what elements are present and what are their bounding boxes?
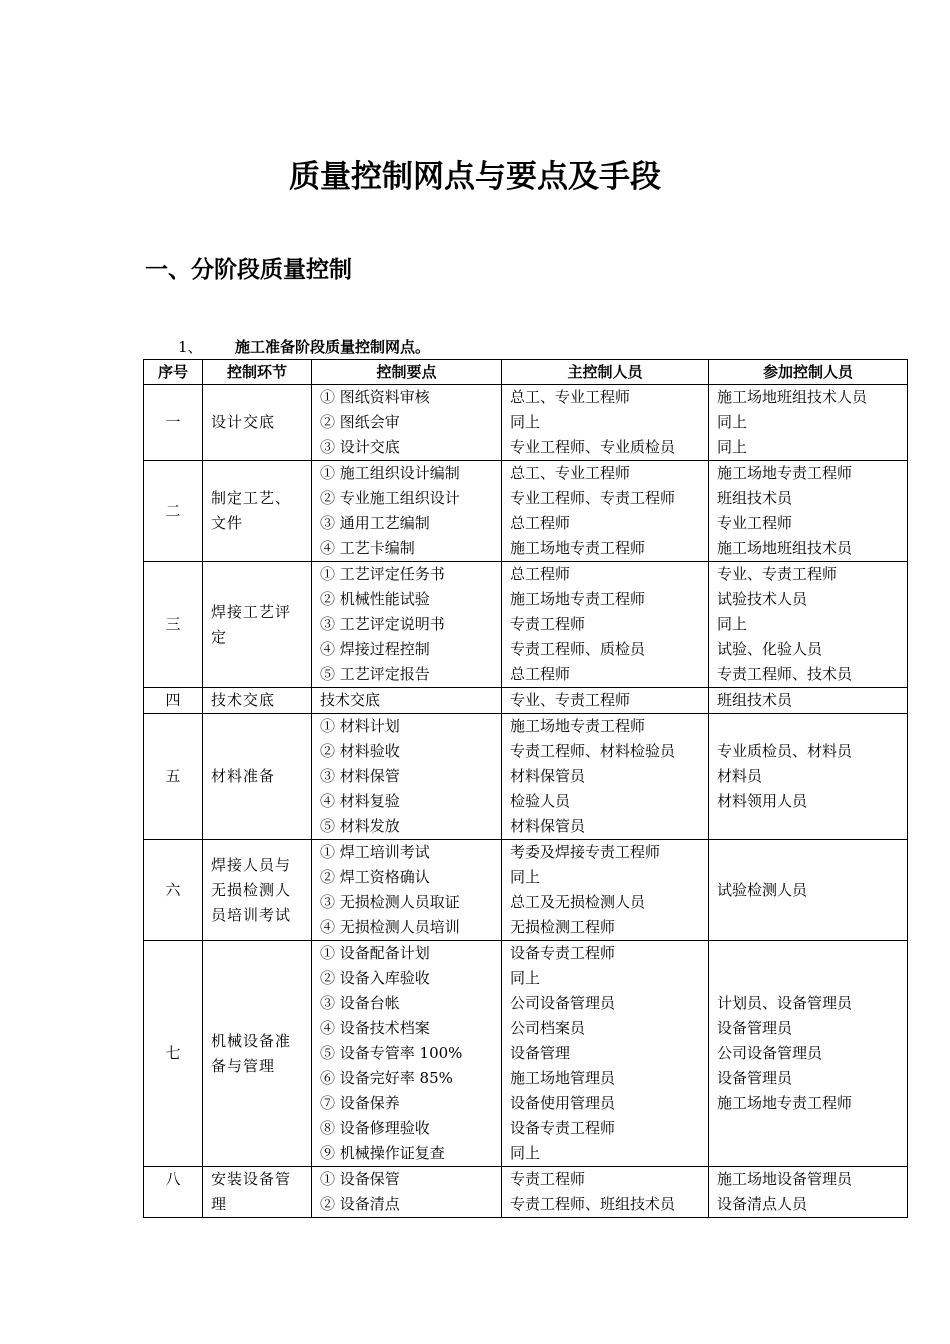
header-link: 控制环节 — [203, 360, 312, 385]
table-row — [144, 1167, 908, 1218]
table-row — [144, 941, 908, 1167]
participant-line: 试验、化验人员 — [717, 640, 823, 658]
participant-line: 施工场地设备管理员 — [717, 1170, 853, 1188]
participant-line: 专业质检员、材料员 — [717, 742, 853, 760]
row-seq: 二 — [144, 461, 203, 562]
row-seq: 七 — [144, 941, 203, 1167]
main-controller-line: 检验人员 — [510, 792, 571, 810]
main-controller-line: 专业工程师、专业质检员 — [510, 438, 676, 456]
main-controller-line: 总工、专业工程师 — [510, 388, 631, 406]
participant-line: 班组技术员 — [717, 691, 793, 709]
participant-line: 同上 — [717, 615, 748, 633]
header-points: 控制要点 — [312, 360, 502, 385]
row-control-link: 设计交底 — [203, 385, 312, 461]
participant-line: 专业、专责工程师 — [717, 565, 838, 583]
participant-line: 同上 — [717, 438, 748, 456]
row-control-points — [312, 461, 502, 562]
row-seq: 五 — [144, 714, 203, 840]
row-control-link: 技术交底 — [203, 688, 312, 714]
main-controller-line: 总工程师 — [510, 665, 571, 683]
row-seq: 三 — [144, 562, 203, 688]
control-point-line: ① 工艺评定任务书 — [320, 565, 445, 583]
subheading-text: 施工准备阶段质量控制网点。 — [235, 338, 431, 356]
header-main-controller: 主控制人员 — [502, 360, 709, 385]
row-seq: 一 — [144, 385, 203, 461]
control-point-line: ⑤ 材料发放 — [320, 817, 400, 835]
table-row — [144, 461, 908, 562]
main-controller-line: 材料保管员 — [510, 767, 586, 785]
control-point-line: ② 设备入库验收 — [320, 969, 430, 987]
main-controller-line: 材料保管员 — [510, 817, 586, 835]
subheading-number: 1、 — [178, 338, 203, 356]
row-control-link: 焊接工艺评定 — [203, 562, 312, 688]
control-point-line: ⑨ 机械操作证复查 — [320, 1144, 445, 1162]
row-control-points — [312, 562, 502, 688]
control-point-line: ② 设备清点 — [320, 1195, 400, 1213]
row-participants — [709, 562, 908, 688]
table-row — [144, 840, 908, 941]
row-participants — [709, 714, 908, 840]
control-point-line: ⑥ 设备完好率 85% — [320, 1069, 453, 1087]
row-main-controllers — [502, 714, 709, 840]
table-row — [144, 688, 908, 714]
control-point-line: ③ 无损检测人员取证 — [320, 893, 460, 911]
main-controller-line: 设备专责工程师 — [510, 944, 616, 962]
row-control-link: 材料准备 — [203, 714, 312, 840]
main-controller-line: 公司档案员 — [510, 1019, 586, 1037]
row-control-points — [312, 385, 502, 461]
main-controller-line: 总工程师 — [510, 565, 571, 583]
participant-line: 专责工程师、技术员 — [717, 665, 853, 683]
row-control-points — [312, 714, 502, 840]
participant-line: 施工场地班组技术员 — [717, 539, 853, 557]
participant-line: 设备管理员 — [717, 1019, 793, 1037]
control-point-line: ① 施工组织设计编制 — [320, 464, 460, 482]
control-point-line: ② 焊工资格确认 — [320, 868, 430, 886]
control-point-line: ③ 工艺评定说明书 — [320, 615, 445, 633]
row-main-controllers — [502, 1167, 709, 1218]
control-point-line: ③ 通用工艺编制 — [320, 514, 430, 532]
control-point-line: ① 焊工培训考试 — [320, 843, 430, 861]
main-controller-line: 专责工程师、质检员 — [510, 640, 646, 658]
row-control-link: 安装设备管理 — [203, 1167, 312, 1218]
control-point-line: ① 材料计划 — [320, 717, 400, 735]
row-participants — [709, 1167, 908, 1218]
main-controller-line: 专责工程师、班组技术员 — [510, 1195, 676, 1213]
control-point-line: ① 图纸资料审核 — [320, 388, 430, 406]
page-title: 质量控制网点与要点及手段 — [289, 159, 661, 195]
main-controller-line: 设备管理 — [510, 1044, 571, 1062]
participant-line: 施工场地班组技术人员 — [717, 388, 868, 406]
main-controller-line: 总工及无损检测人员 — [510, 893, 646, 911]
main-controller-line: 同上 — [510, 868, 541, 886]
main-controller-line: 专责工程师 — [510, 615, 586, 633]
row-control-points — [312, 1167, 502, 1218]
row-seq: 四 — [144, 688, 203, 714]
main-controller-line: 设备使用管理员 — [510, 1094, 616, 1112]
participant-line: 试验技术人员 — [717, 590, 808, 608]
main-controller-line: 专业工程师、专责工程师 — [510, 489, 676, 507]
row-main-controllers — [502, 562, 709, 688]
main-controller-line: 施工场地专责工程师 — [510, 590, 646, 608]
row-participants — [709, 461, 908, 562]
control-point-line: ② 材料验收 — [320, 742, 400, 760]
row-participants — [709, 385, 908, 461]
main-controller-line: 专责工程师 — [510, 1170, 586, 1188]
main-controller-line: 专责工程师、材料检验员 — [510, 742, 676, 760]
row-main-controllers — [502, 461, 709, 562]
control-point-line: ② 专业施工组织设计 — [320, 489, 460, 507]
control-point-line: ④ 无损检测人员培训 — [320, 918, 460, 936]
participant-line: 试验检测人员 — [717, 880, 808, 899]
main-controller-line: 专业、专责工程师 — [510, 691, 631, 709]
control-point-line: ① 设备配备计划 — [320, 944, 430, 962]
control-point-line: ③ 设计交底 — [320, 438, 400, 456]
participant-line: 同上 — [717, 413, 748, 431]
table-row — [144, 714, 908, 840]
main-controller-line: 总工程师 — [510, 514, 571, 532]
participant-line: 设备清点人员 — [717, 1195, 808, 1213]
control-point-line: 技术交底 — [320, 691, 381, 709]
main-controller-line: 施工场地专责工程师 — [510, 717, 646, 735]
header-seq: 序号 — [144, 360, 203, 385]
row-main-controllers — [502, 385, 709, 461]
participant-line: 施工场地专责工程师 — [717, 464, 853, 482]
control-point-line: ③ 材料保管 — [320, 767, 400, 785]
control-point-line: ④ 工艺卡编制 — [320, 539, 415, 557]
control-point-line: ② 机械性能试验 — [320, 590, 430, 608]
participant-line: 材料员 — [717, 767, 763, 785]
control-point-line: ① 设备保管 — [320, 1170, 400, 1188]
row-control-points — [312, 688, 502, 714]
participant-line: 材料领用人员 — [717, 792, 808, 810]
row-control-points — [312, 941, 502, 1167]
control-point-line: ⑤ 设备专管率 100% — [320, 1044, 463, 1062]
row-seq: 六 — [144, 840, 203, 941]
row-main-controllers — [502, 840, 709, 941]
table-header-row — [144, 360, 908, 385]
row-participants — [709, 941, 908, 1167]
main-controller-line: 考委及焊接专责工程师 — [510, 843, 661, 861]
participant-line: 班组技术员 — [717, 489, 793, 507]
control-point-line: ⑦ 设备保养 — [320, 1094, 400, 1112]
control-point-line: ④ 材料复验 — [320, 792, 400, 810]
participant-line: 专业工程师 — [717, 514, 793, 532]
row-control-link: 制定工艺、文件 — [203, 461, 312, 562]
main-controller-line: 施工场地管理员 — [510, 1069, 616, 1087]
control-point-line: ④ 设备技术档案 — [320, 1019, 430, 1037]
table-body — [144, 385, 908, 1218]
row-control-points — [312, 840, 502, 941]
main-controller-line: 施工场地专责工程师 — [510, 539, 646, 557]
control-point-line: ⑤ 工艺评定报告 — [320, 665, 430, 683]
row-control-link: 焊接人员与无损检测人员培训考试 — [203, 840, 312, 941]
main-controller-line: 同上 — [510, 413, 541, 431]
row-control-link: 机械设备准备与管理 — [203, 941, 312, 1167]
main-controller-line: 公司设备管理员 — [510, 994, 616, 1012]
main-controller-line: 同上 — [510, 969, 541, 987]
participant-line: 公司设备管理员 — [717, 1044, 823, 1062]
control-point-line: ⑧ 设备修理验收 — [320, 1119, 430, 1137]
row-main-controllers — [502, 941, 709, 1167]
subheading — [178, 336, 430, 358]
quality-control-table — [143, 359, 908, 1218]
participant-line: 施工场地专责工程师 — [717, 1094, 853, 1112]
row-participants — [709, 840, 908, 941]
table-row — [144, 562, 908, 688]
participant-line: 设备管理员 — [717, 1069, 793, 1087]
main-controller-line: 设备专责工程师 — [510, 1119, 616, 1137]
section-heading: 一、分阶段质量控制 — [145, 257, 352, 283]
row-main-controllers — [502, 688, 709, 714]
header-participants: 参加控制人员 — [709, 360, 908, 385]
table-row — [144, 385, 908, 461]
main-controller-line: 无损检测工程师 — [510, 918, 616, 936]
main-controller-line: 总工、专业工程师 — [510, 464, 631, 482]
control-point-line: ③ 设备台帐 — [320, 994, 400, 1012]
row-participants — [709, 688, 908, 714]
participant-line: 计划员、设备管理员 — [717, 994, 853, 1012]
main-controller-line: 同上 — [510, 1144, 541, 1162]
control-point-line: ② 图纸会审 — [320, 413, 400, 431]
row-seq: 八 — [144, 1167, 203, 1218]
control-point-line: ④ 焊接过程控制 — [320, 640, 430, 658]
